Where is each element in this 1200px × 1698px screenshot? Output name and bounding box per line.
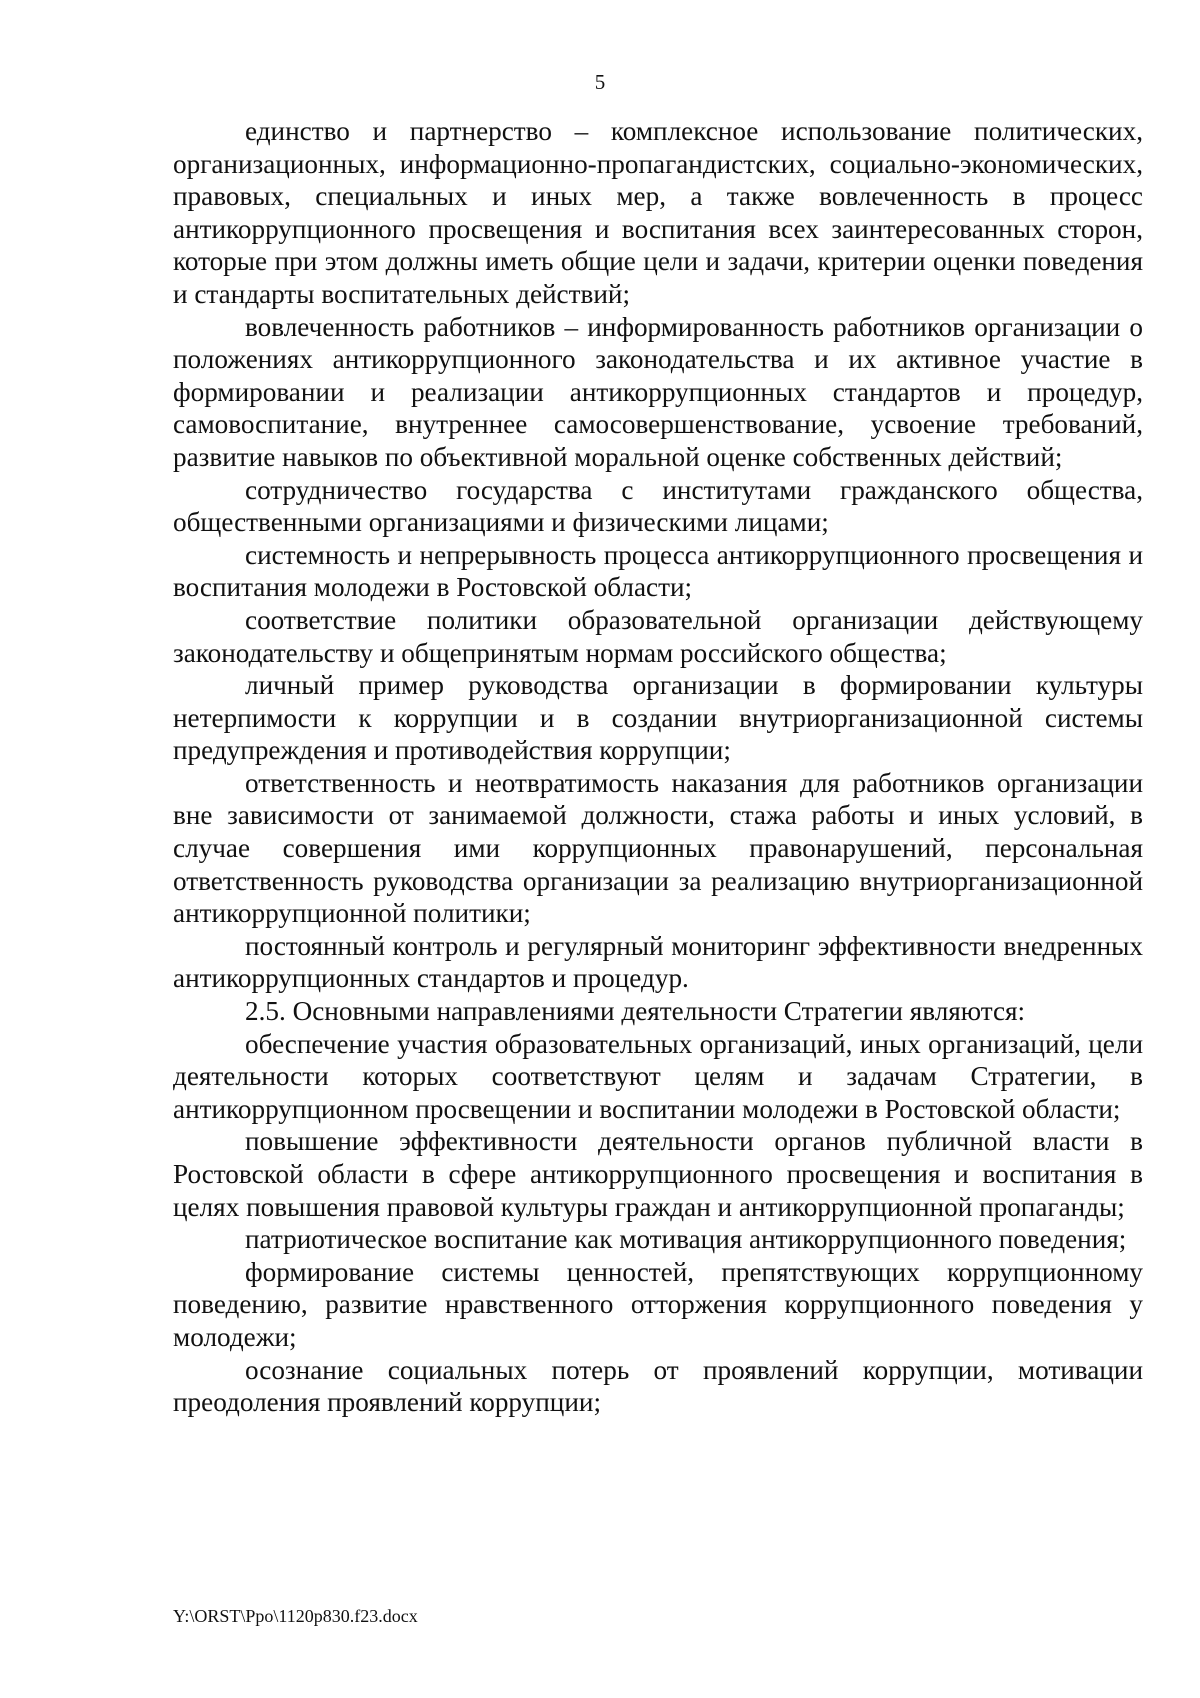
paragraph: ответственность и неотвратимость наказания для работников организации вне зависимости от занимаемой должности, стажа работы и иных условий, в случае совершения ими коррупционных правонарушений, персональная ответственность руководства организации за реализацию внутриорганизационной антикоррупционной политики;: [173, 767, 1143, 929]
paragraph: соответствие политики образовательной организации действующему законодательству и общепринятым нормам российского общества;: [173, 604, 1143, 668]
paragraph: единство и партнерство – комплексное использование политических, организационных, информационно-пропагандистских, социально-экономических, правовых, специальных и иных мер, а также вовлеченность в процесс антикоррупционного просвещения и воспитания всех заинтересованных сторон, которые при этом должны иметь общие цели и задачи, критерии оценки поведения и стандарты воспитательных действий;: [173, 116, 1143, 309]
paragraph: повышение эффективности деятельности органов публичной власти в Ростовской области в сфере антикоррупционного просвещения и воспитания в целях повышения правовой культуры граждан и антикоррупционной пропаганды;: [173, 1126, 1143, 1222]
paragraph: системность и непрерывность процесса антикоррупционного просвещения и воспитания молодежи в Ростовской области;: [173, 539, 1143, 603]
section-heading: 2.5. Основными направлениями деятельности Стратегии являются:: [245, 996, 1026, 1027]
paragraph: патриотическое воспитание как мотивация антикоррупционного поведения;: [245, 1224, 1127, 1255]
document-body: [173, 115, 1143, 1419]
paragraph: обеспечение участия образовательных организаций, иных организаций, цели деятельности которых соответствуют целям и задачам Стратегии, в антикоррупционном просвещении и воспитании молодежи в Ростовской области;: [173, 1028, 1143, 1124]
paragraph: личный пример руководства организации в формировании культуры нетерпимости к коррупции и в создании внутриорганизационной системы предупреждения и противодействия коррупции;: [173, 670, 1143, 766]
file-path-footer: Y:\ORST\Ppo\1120p830.f23.docx: [173, 1606, 418, 1626]
paragraph: вовлеченность работников – информированность работников организации о положениях антикоррупционного законодательства и их активное участие в формировании и реализации антикоррупционных стандартов и процедур, самовоспитание, внутреннее самосовершенствование, усвоение требований, развитие навыков по объективной моральной оценке собственных действий;: [173, 311, 1143, 472]
paragraph: постоянный контроль и регулярный мониторинг эффективности внедренных антикоррупционных стандартов и процедур.: [173, 930, 1143, 994]
page-number: 5: [594, 70, 606, 94]
paragraph: формирование системы ценностей, препятствующих коррупционному поведению, развитие нравственного отторжения коррупционного поведения у молодежи;: [173, 1256, 1143, 1352]
paragraph: осознание социальных потерь от проявлений коррупции, мотивации преодоления проявлений коррупции;: [173, 1354, 1143, 1418]
paragraph: сотрудничество государства с институтами гражданского общества, общественными организациями и физическими лицами;: [173, 474, 1143, 538]
